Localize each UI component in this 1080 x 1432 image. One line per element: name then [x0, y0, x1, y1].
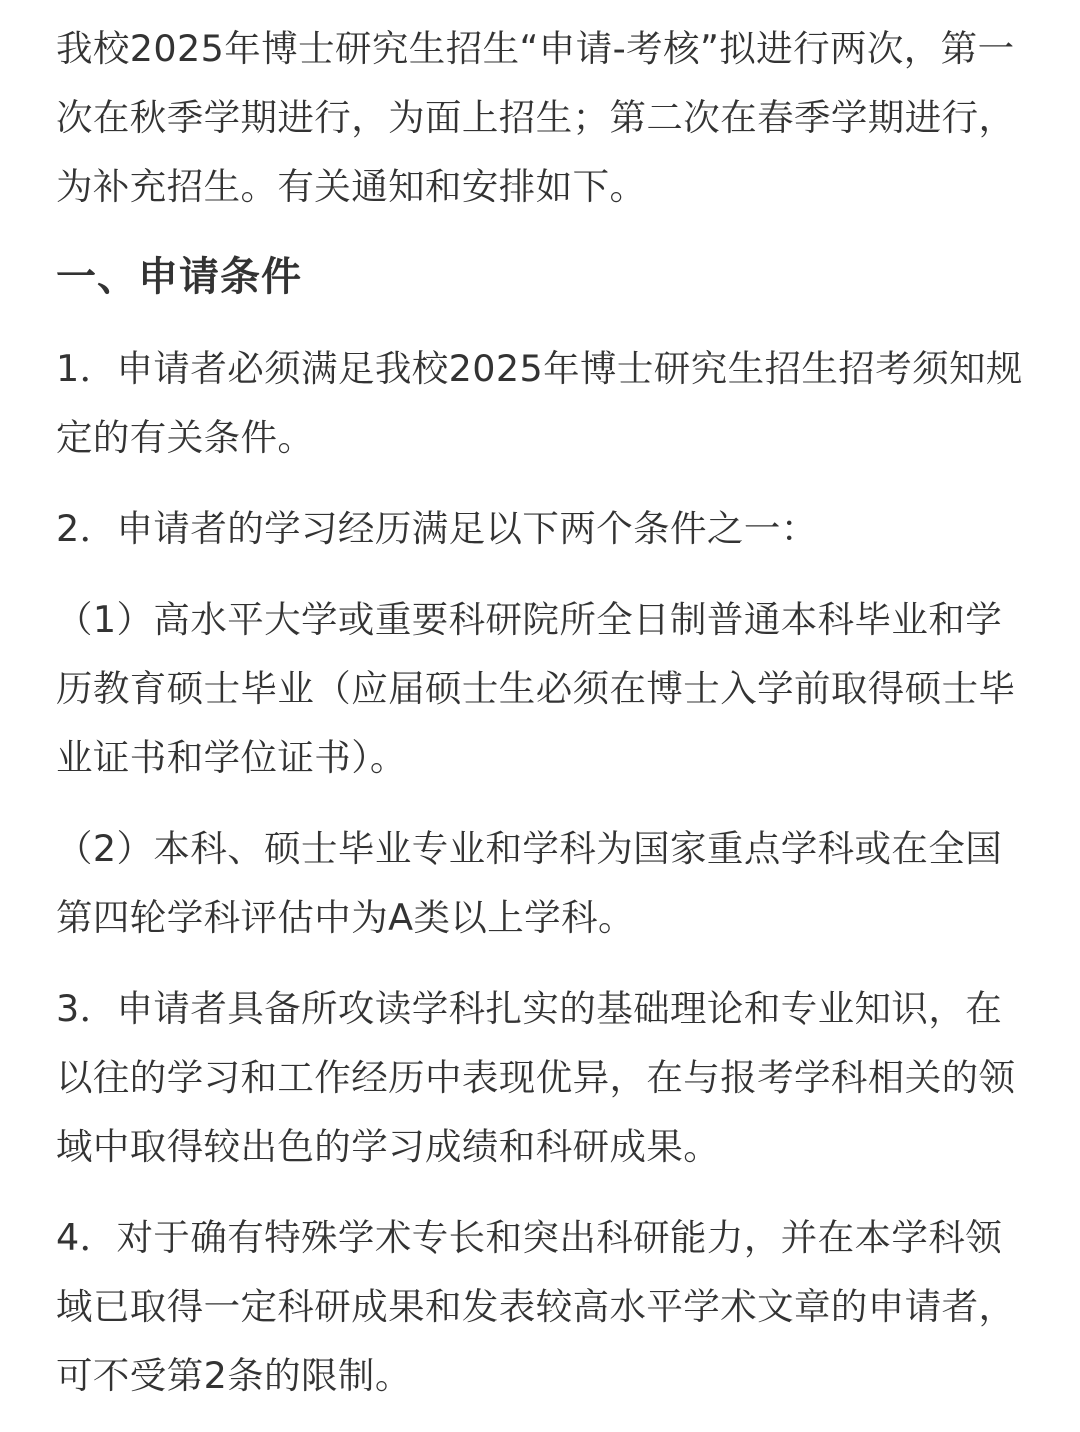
section-heading-application-conditions: 一、申请条件	[56, 254, 302, 300]
intro-paragraph: 我校2025年博士研究生招生“申请-考核”拟进行两次，第一次在秋季学期进行，为面上招生；第二次在春季学期进行，为补充招生。有关通知和安排如下。	[56, 27, 1016, 208]
condition-subitem-2-2: （2）本科、硕士毕业专业和学科为国家重点学科或在全国第四轮学科评估中为A类以上学科。	[56, 827, 1003, 939]
condition-item-4: 4．对于确有特殊学术专长和突出科研能力，并在本学科领域已取得一定科研成果和发表较高水平学术文章的申请者，可不受第2条的限制。	[56, 1216, 1016, 1397]
condition-item-1: 1．申请者必须满足我校2025年博士研究生招生招考须知规定的有关条件。	[56, 347, 1023, 459]
condition-subitem-2-1: （1）高水平大学或重要科研院所全日制普通本科毕业和学历教育硕士毕业（应届硕士生必须在博士入学前取得硕士毕业证书和学位证书）。	[56, 598, 1016, 779]
condition-item-3: 3．申请者具备所攻读学科扎实的基础理论和专业知识，在以往的学习和工作经历中表现优异，在与报考学科相关的领域中取得较出色的学习成绩和科研成果。	[56, 987, 1016, 1168]
article-body	[56, 14, 1026, 1432]
condition-item-2: 2．申请者的学习经历满足以下两个条件之一：	[56, 507, 818, 550]
